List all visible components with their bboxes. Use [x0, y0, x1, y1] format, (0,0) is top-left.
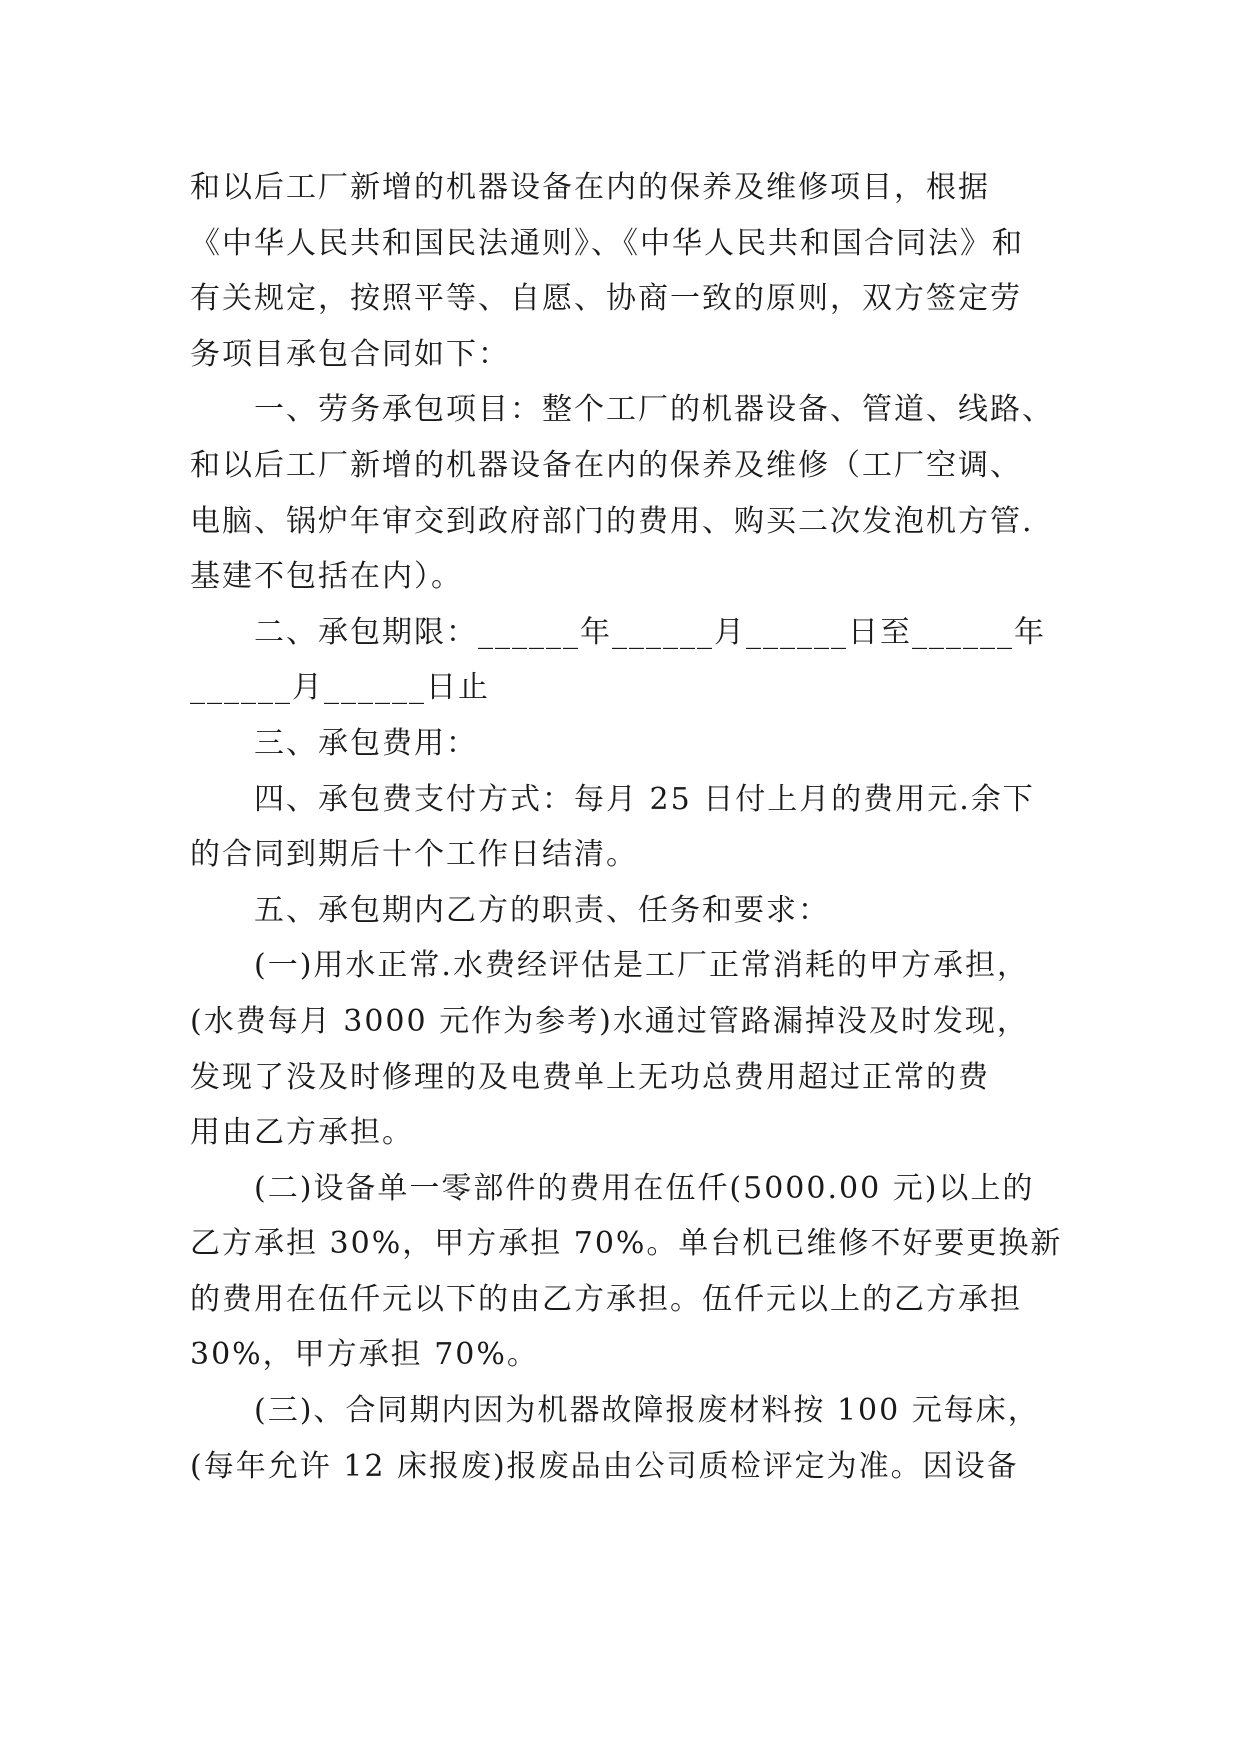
text-line: (每年允许 12 床报废)报废品由公司质检评定为准。因设备 [190, 1448, 1019, 1484]
text-line: 电脑、锅炉年审交到政府部门的费用、购买二次发泡机方管. [190, 503, 1034, 539]
text-line: (水费每月 3000 元作为参考)水通过管路漏掉没及时发现， [190, 1003, 1029, 1039]
clause-heading-5: 五、承包期内乙方的职责、任务和要求： [254, 892, 830, 928]
text-line: 《中华人民共和国民法通则》、《中华人民共和国合同法》和 [190, 225, 1024, 261]
text-line: 用由乙方承担。 [190, 1115, 414, 1151]
text-line: 乙方承担 30%，甲方承担 70%。单台机已维修不好要更换新 [190, 1226, 1063, 1262]
text-line: 30%，甲方承担 70%。 [190, 1337, 539, 1373]
text-line: 的费用在伍仟元以下的由乙方承担。伍仟元以上的乙方承担 [190, 1281, 1022, 1317]
clause-heading-3: 三、承包费用： [254, 725, 478, 761]
text-line: 有关规定，按照平等、自愿、协商一致的原则，双方签定劳 [190, 281, 1022, 317]
text-line: 的合同到期后十个工作日结清。 [190, 837, 638, 873]
text-line: 和以后工厂新增的机器设备在内的保养及维修（工厂空调、 [190, 447, 1022, 483]
sub-clause-1: (一)用水正常.水费经评估是工厂正常消耗的甲方承担， [254, 948, 1029, 984]
contract-text-body [190, 160, 1063, 1494]
clause-heading-4: 四、承包费支付方式：每月 25 日付上月的费用元.余下 [254, 781, 1035, 817]
text-line: ______月______日止 [190, 670, 490, 706]
text-line: 和以后工厂新增的机器设备在内的保养及维修项目，根据 [190, 170, 990, 205]
sub-clause-2: (二)设备单一零部件的费用在伍仟(5000.00 元)以上的 [254, 1170, 1035, 1206]
text-line: 基建不包括在内）。 [190, 559, 463, 595]
clause-heading-2: 二、承包期限：______年______月______日至______年 [254, 614, 1046, 650]
text-line: 务项目承包合同如下： [190, 336, 510, 372]
clause-heading-1: 一、劳务承包项目：整个工厂的机器设备、管道、线路、 [254, 392, 1054, 428]
sub-clause-3: (三)、合同期内因为机器故障报废材料按 100 元每床， [254, 1393, 1040, 1429]
text-line: 发现了没及时修理的及电费单上无功总费用超过正常的费 [190, 1059, 990, 1095]
